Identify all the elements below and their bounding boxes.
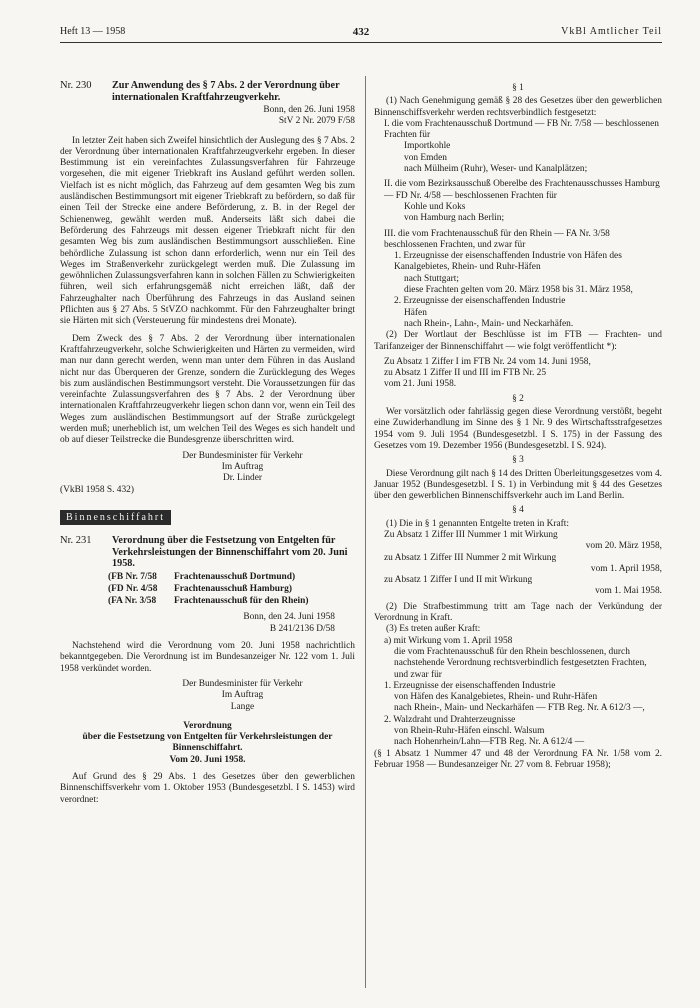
s4-expiry-1-from: von Häfen des Kanalgebietes, Rhein- und Ruhr-Häfen [394,692,598,703]
verordnung-date: Vom 20. Juni 1958. [169,754,246,765]
s4-text-2: (2) Die Strafbestimmung tritt am Tage nach der Verkündung der Verordnung in Kraft. [374,601,662,624]
s1-item-iii: III. die vom Frachtenausschuß für den Rhein — FA Nr. 3/58 beschlossenen Frachten, und zwar für [384,228,610,250]
nr230-signature-office: Der Bundesminister für Verkehr [182,450,303,461]
s1-ref-c: vom 21. Juni 1958. [384,379,457,390]
s4-text-3: (3) Es treten außer Kraft: [386,624,481,635]
committee-entry: (FA Nr. 3/58 Frachtenausschuß für den Rhein) [108,596,309,607]
s1-item-iii-2: 2. Erzeugnisse der eisenschaffenden Industrie [394,296,566,307]
s1-item-iii-2-ports: Häfen [404,307,427,318]
nr231-signature-office: Der Bundesminister für Verkehr [182,678,303,689]
s4-expiry-2-from: von Rhein-Ruhr-Häfen einschl. Walsum [394,726,545,737]
s4-expiry-a: a) mit Wirkung vom 1. April 1958 [384,635,513,646]
s1-item-i: I. die vom Frachtenausschuß Dortmund — FB Nr. 7/58 — beschlossenen Frachten für [384,118,659,141]
s4-expiry-2-to: nach Hohenrhein/Lahn—FTB Reg. Nr. A 612/4 — [394,737,585,748]
committee-entry: (FB Nr. 7/58 Frachtenausschuß Dortmund) [108,571,296,582]
header-rule [60,42,662,43]
s1-text-1: (1) Nach Genehmigung gemäß § 28 des Gesetzes über den gewerblichen Binnenschiffsverkehr werden rechtsverbindlich festgesetzt: [374,96,662,118]
nr231-title: Verordnung über die Festsetzung von Entgelten für Verkehrsleistungen der Binnenschiffahrt vom 20. Juni 1958. [112,535,348,570]
paragraph-2-heading: § 2 [512,393,524,404]
nr230-ref: StV 2 Nr. 2079 F/58 [278,116,355,127]
nr231-signature-name: Lange [230,701,255,712]
s1-ref-a: Zu Absatz 1 Ziffer I im FTB Nr. 24 vom 14. Juni 1958, [384,356,591,367]
nr230-heading [60,80,355,103]
issue-label: Heft 13 — 1958 [60,26,126,37]
nr230-date: Bonn, den 26. Juni 1958 [263,105,355,115]
column-divider [365,76,366,988]
s1-item-iii-1-validity: diese Frachten gelten vom 20. März 1958 bis 31. März 1958, [404,285,633,296]
nr230-signature-name: Dr. Linder [222,473,263,484]
s4-effect-c: zu Absatz 1 Ziffer I und II mit Wirkung [384,575,533,586]
verordnung-preamble: Auf Grund des § 29 Abs. 1 des Gesetzes über den gewerblichen Binnenschiffsverkehr vom 1. Oktober 1953 (Bundesgesetzbl. I S. 1453) wird verordnet: [60,772,355,805]
s3-text: Diese Verordnung gilt nach § 14 des Dritten Überleitungsgesetzes vom 4. Januar 1952 (Bundesgesetzbl. I S. 1) in Verbindung mit § 44 des Gesetzes über den gewerblichen Binnenschiffsverkehr auch im Land Berlin. [374,468,662,502]
s1-item-ii: II. die vom Bezirksausschuß Oberelbe des Frachtenausschusses Hamburg — FD Nr. 4/58 — beschlossenen Frachten für [384,179,660,201]
s1-item-ii-route: von Hamburg nach Berlin; [404,213,505,224]
verordnung-subtitle: über die Festsetzung von Entgelten für Verkehrsleistungen der Binnenschiffahrt. [82,732,333,754]
s1-item-i-from: von Emden [404,152,447,163]
s4-expiry-2: 2. Walzdraht und Drahterzeugnisse [384,714,516,725]
s1-ref-b: zu Absatz 1 Ziffer II und III im FTB Nr. 25 [384,368,547,379]
s1-item-i-goods: Importkohle [404,141,451,152]
s4-effect-b: zu Absatz 1 Ziffer III Nummer 2 mit Wirkung [384,552,557,563]
s1-item-iii-1-to: nach Stuttgart; [404,273,459,284]
s1-item-ii-goods: Kohle und Koks [404,201,466,212]
s4-expiry-1: 1. Erzeugnisse der eisenschaffenden Industrie [384,680,556,691]
verordnung-title: Verordnung [183,720,232,731]
nr231-paragraph-1: Nachstehend wird die Verordnung vom 20. Juni 1958 nachrichtlich bekanntgegeben. Die Verordnung ist im Bundesanzeiger Nr. 122 vom 1. Juli 1958 verkündet worden. [60,641,355,674]
nr231-heading [60,535,355,570]
s4-effect-a: Zu Absatz 1 Ziffer III Nummer 1 mit Wirkung [384,529,558,540]
nr231-signature-auftrag: Im Auftrag [221,690,264,701]
nr230-source: (VkBl 1958 S. 432) [60,484,134,495]
s4-expiry-reference: (§ 1 Absatz 1 Nummer 47 und 48 der Verordnung FA Nr. 1/58 vom 2. Februar 1958 — Bundesanzeiger Nr. 27 vom 8. Februar 1958); [374,748,662,770]
s4-expiry-1-to: nach Rhein-, Main- und Neckarhäfen — FTB Reg. Nr. A 612/3 —, [394,703,645,714]
nr230-paragraph-1: In letzter Zeit haben sich Zweifel hinsichtlich der Auslegung des § 7 Abs. 2 der Verordnung über internationalen Kraftfahrzeugverkehr ergeben. In dieser Bestimmung ist ein vereinfachtes Zulassungsverfahren für Fahrzeuge vorgesehen, die mit eigener Triebkraft ins Ausland geführt werden sollen. Vielfach ist es nicht möglich, das Fahrzeug auf dem gesamten Weg bis zum ausländischen Bestimmungsort mit eigener Triebkraft zu befördern, so daß für einen Teil der Strecke eine andere Beförderung, z. B. in der Regel der Schienenweg, gewählt werden muß. Anderseits läßt sich dabei die Beförderung des Fahrzeugs mit dessen eigener Triebkraft nicht für den gesamten Weg bis zum ausländischen Bestimmungsort ausschließen. Eine behördliche Zulassung ist schon dann erforderlich, wenn nur ein Teil des Weges im Straßenverkehr zurückgelegt werden muß. Die Zulassung im gewöhnlichen Zulassungsverfahren kann in solchen Fällen zu Schwierigkeiten führen, weil sich erfahrungsgemäß nicht erreichen läßt, daß der Fahrzeughalter nach Überführung des Fahrzeugs in das Ausland seinen Pflichten aus § 27 Abs. 5 StVZO nachkommt. Für den Fahrzeughalter bringt sie Härten mit sich (Versteuerung für mindestens drei Monate). [60,135,355,327]
page-number: 432 [352,26,370,38]
s4-effect-b-date: vom 1. April 1958, [590,563,662,574]
right-column [374,80,662,771]
nr231-committee-list [60,572,355,608]
s1-item-iii-2-to: nach Rhein-, Lahn-, Main- und Neckarhäfen. [404,318,574,329]
s1-item-i-to: nach Mülheim (Ruhr), Weser- und Kanalplätzen; [404,164,588,175]
nr231-ref: B 241/2136 D/58 [269,623,335,634]
nr230-number: Nr. 230 [60,80,92,91]
s4-text-1: (1) Die in § 1 genannten Entgelte treten in Kraft: [386,518,570,529]
paragraph-4-heading: § 4 [512,505,524,516]
s4-effect-a-date: vom 20. März 1958, [585,541,662,552]
paragraph-1-heading: § 1 [512,83,524,93]
s1-text-2: (2) Der Wortlaut der Beschlüsse ist im FTB — Frachten- und Tarifanzeiger der Binnenschiffahrt — wie folgt veröffentlicht *): [374,330,662,352]
s4-expiry-a-text: die vom Frachtenausschuß für den Rhein beschlossenen, durch nachstehende Verordnung rechtsverbindlich festgesetzten Frachten, und zwar für [394,646,647,680]
nr230-title: Zur Anwendung des § 7 Abs. 2 der Verordnung über internationalen Kraftfahrzeugverkehr. [112,80,340,103]
nr231-date: Bonn, den 24. Juni 1958 [243,612,335,623]
s1-item-iii-1: 1. Erzeugnisse der eisenschaffenden Industrie von Häfen des Kanalgebietes, Rhein- und Ruhr-Häfen [394,251,622,273]
committee-entry: (FD Nr. 4/58 Frachtenausschuß Hamburg) [108,583,292,594]
s2-text: Wer vorsätzlich oder fahrlässig gegen diese Verordnung verstößt, begeht eine Zuwiderhandlung im Sinne des § 1 Nr. 9 des Wirtschaftsstrafgesetzes 1954 vom 9. Juli 1954 (Bundesgesetzbl. I S. 175) in der Fassung des Gesetzes vom 19. Dezember 1956 (Bundesgesetzbl. I S. 924). [374,407,662,451]
paragraph-3-heading: § 3 [512,455,524,466]
nr230-signature-auftrag: Im Auftrag [221,461,264,472]
section-banner-binnenschiffahrt: Binnenschiffahrt [60,510,171,525]
s4-effect-c-date: vom 1. Mai 1958. [595,586,662,597]
page-header [60,24,662,40]
nr230-paragraph-2: Dem Zweck des § 7 Abs. 2 der Verordnung über internationalen Kraftfahrzeugverkehr, solche Schwierigkeiten und Härten zu vermeiden, wird man nur dann gerecht werden, wenn man unter dem Führen in das Ausland nicht nur das Überqueren der Grenze, sondern die Zurücklegung des Weges bis zum ausländischen Bestimmungsort versteht. Die Voraussetzungen für das vereinfachte Zulassungsverfahren des § 7 Abs. 2 der Verordnung über internationalen Kraftfahrzeugverkehr liegen schon dann vor, wenn ein Teil des Weges zum ausländischen Bestimmungsort auf der Straße zurückgelegt werden muß; unerheblich ist, um welchen Teil des Weges es sich handelt und ob auf dieser Teilstrecke die Bundesgrenze überschritten wird. [60,333,355,446]
left-column [60,80,355,806]
nr231-number: Nr. 231 [60,535,92,547]
journal-label: VkBl Amtlicher Teil [561,26,662,37]
